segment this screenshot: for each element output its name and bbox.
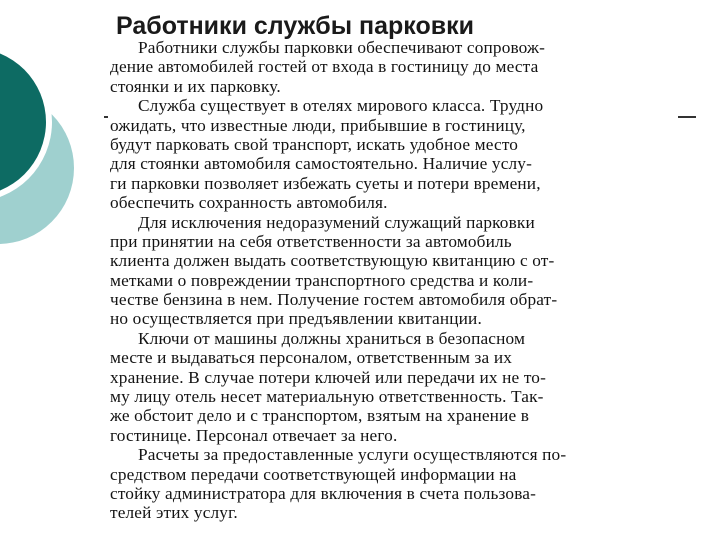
scan-mark — [104, 116, 108, 118]
text-line: му лицу отель несет материальную ответственность. Так- — [110, 387, 544, 407]
text-line: обеспечить сохранность автомобиля. — [110, 193, 388, 213]
text-line: метками о повреждении транспортного средства и коли- — [110, 270, 534, 290]
text-line: гостинице. Персонал отвечает за него. — [110, 425, 398, 445]
text-line: Работники службы парковки обеспечивают сопровож- — [138, 38, 546, 57]
text-line: но осуществляется при предъявлении квитанции. — [110, 309, 482, 329]
text-line: же обстоит дело и с транспортом, взятым на хранение в — [110, 406, 530, 426]
text-line: телей этих услуг. — [110, 503, 238, 523]
text-line: Ключи от машины должны храниться в безопасном — [138, 328, 526, 348]
text-line: Служба существует в отелях мирового класса. Трудно — [138, 96, 544, 116]
text-line: стоянки и их парковку. — [110, 76, 281, 96]
text-line: клиента должен выдать соответствующую квитанцию с от- — [110, 251, 555, 271]
text-line: при принятии на себя ответственности за автомобиль — [110, 231, 512, 251]
text-line: ожидать, что известные люди, прибывшие в гостиницу, — [110, 115, 526, 135]
decorative-circles — [0, 0, 90, 300]
text-line: для стоянки автомобиля самостоятельно. Наличие услу- — [110, 154, 533, 174]
text-line: месте и выдаваться персоналом, ответственным за их — [110, 348, 513, 368]
text-line: хранение. В случае потери ключей или передачи их не то- — [110, 367, 546, 387]
text-line: будут парковать свой транспорт, искать удобное место — [110, 134, 519, 154]
text-line: ги парковки позволяет избежать суеты и потери времени, — [110, 173, 541, 193]
text-line: честве бензина в нем. Получение гостем автомобиля обрат- — [110, 290, 558, 310]
slide-title: Работники службы парковки — [116, 12, 474, 40]
text-line: Для исключения недоразумений служащий парковки — [138, 212, 535, 232]
text-line: средством передачи соответствующей информации на — [110, 464, 517, 484]
scanned-text-block — [110, 38, 695, 523]
text-line: Расчеты за предоставленные услуги осуществляются по- — [138, 445, 567, 465]
text-line: дение автомобилей гостей от входа в гостиницу до места — [110, 57, 539, 77]
text-line: стойку администратора для включения в счета пользова- — [110, 483, 537, 503]
